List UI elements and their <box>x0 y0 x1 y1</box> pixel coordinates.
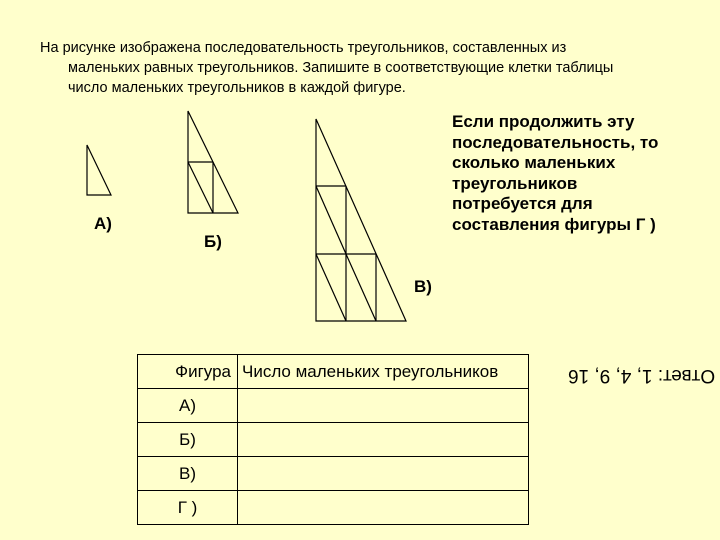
table-row <box>138 389 529 423</box>
question-line-5: потребуется для <box>452 194 593 213</box>
intro-line-1: На рисунке изображена последовательность треугольников, составленных из <box>40 40 567 56</box>
row-label-b: Б) <box>138 423 238 457</box>
table-row <box>138 423 529 457</box>
intro-text <box>40 38 690 98</box>
row-value-d[interactable] <box>238 491 529 525</box>
question-line-6: составления фигуры Г ) <box>452 214 656 234</box>
table-row <box>138 457 529 491</box>
intro-line-3: число маленьких треугольников в каждой фигуре. <box>68 80 406 96</box>
table-header-row <box>138 355 529 389</box>
table-row <box>138 491 529 525</box>
question-line-3: сколько маленьких <box>452 153 616 172</box>
figure-b-label: Б) <box>204 232 222 251</box>
answer-table <box>137 354 529 525</box>
row-label-c: В) <box>138 457 238 491</box>
question-line-4: треугольников <box>452 173 578 193</box>
question-line-1: Если продолжить эту <box>452 112 635 131</box>
figure-a-triangle <box>86 144 112 196</box>
row-value-c[interactable] <box>238 457 529 491</box>
answer-text: Ответ: 1, 4, 9, 16 <box>568 365 716 386</box>
question-line-2: последовательность, то <box>452 132 659 152</box>
header-count: Число маленьких треугольников <box>238 355 529 389</box>
figure-c-triangle <box>315 118 407 322</box>
intro-line-2: маленьких равных треугольников. Запишите в соответствующие клетки таблицы <box>68 60 614 76</box>
row-value-a[interactable] <box>238 389 529 423</box>
header-figure: Фигура <box>138 355 238 389</box>
figure-b-triangle <box>187 110 239 214</box>
figure-c-label: В) <box>414 277 432 296</box>
row-label-d: Г ) <box>138 491 238 525</box>
row-label-a: А) <box>138 389 238 423</box>
question-text <box>452 112 692 235</box>
figure-a-label: А) <box>94 214 112 233</box>
row-value-b[interactable] <box>238 423 529 457</box>
